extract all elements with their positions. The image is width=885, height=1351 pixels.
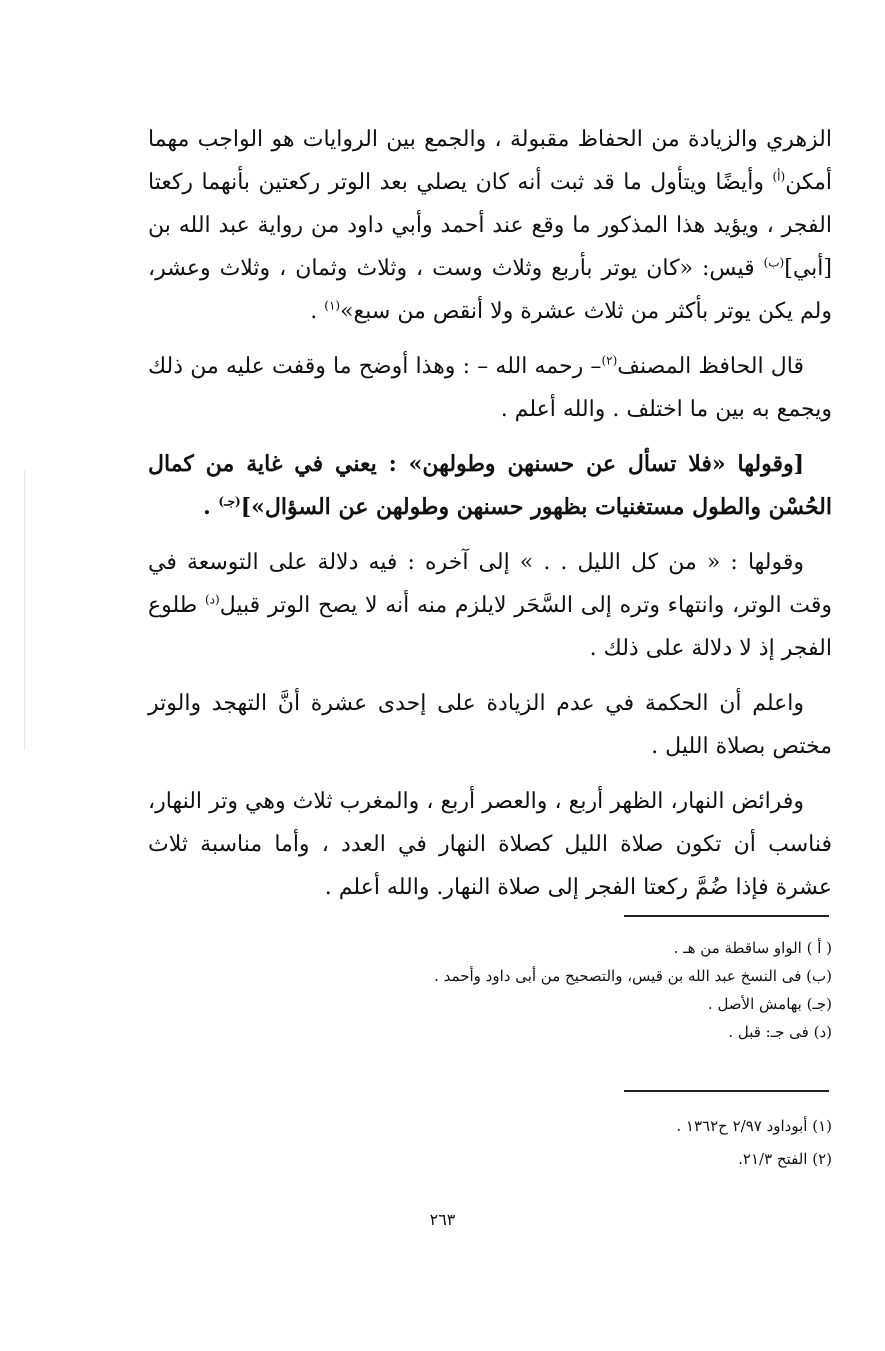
apparatus-notes (300, 934, 832, 1046)
page-number: ٢٦٣ (429, 1210, 456, 1229)
references-divider (624, 1090, 829, 1092)
apparatus-note: (د) فى جـ: قبل . (728, 1023, 832, 1041)
p1-end: . (310, 299, 325, 324)
p1-text-c: قيس: «كان يوتر بأربع وثلاث وست ، وثلاث وثمان ، وثلاث وعشر، ولم يكن يوتر بأكثر من ثلاث عشرة ولا أنقص من سبع» (148, 256, 832, 324)
apparatus-note: ( أ ) الواو ساقطة من هـ . (673, 939, 832, 957)
note-marker-c: (جـ) (218, 494, 241, 509)
p6-text: وفرائض النهار، الظهر أربع ، والعصر أربع ، والمغرب ثلاث وهي وتر النهار، فناسب أن تكون صلاة الليل كصلاة النهار في العدد ، وأما مناسبة ثلاث عشرة فإذا ضُمَّ ركعتا الفجر إلى صلاة النهار. والله أعلم . (148, 789, 832, 900)
p2-text-a: قال الحافظ المصنف (617, 354, 804, 379)
paragraph-3 (148, 443, 832, 529)
paragraph-5 (148, 682, 832, 768)
apparatus-note: (جـ) بهامش الأصل . (707, 995, 832, 1013)
apparatus-divider (624, 915, 829, 917)
note-marker-a: (أ) (772, 169, 786, 184)
note-marker-d: (د) (204, 592, 220, 607)
apparatus-note: (ب) فى النسخ عبد الله بن قيس، والتصحيح من أبى داود وأحمد . (434, 967, 832, 985)
p2-text-b: – رحمه الله – : وهذا أوضح ما وقفت عليه من ذلك ويجمع به بين ما اختلف . والله أعلم . (148, 354, 832, 422)
reference-note: (٢) الفتح ٢١/٣. (738, 1150, 832, 1168)
p4-text-b: طلوع الفجر إذ لا دلالة على ذلك . (148, 593, 832, 661)
paragraph-2 (148, 345, 832, 431)
p1-text-b: وأيضًا ويتأول ما قد ثبت أنه كان يصلي بعد الوتر ركعتين بأنهما ركعتا الفجر ، ويؤيد هذا المذكور ما وقع عند أحمد وأبي داود من رواية عبد الله بن [أبي] (148, 170, 832, 281)
p1-text-a: الزهري والزيادة من الحفاظ مقبولة ، والجمع بين الروايات هو الواجب مهما أمكن (148, 127, 832, 195)
scan-edge-mark (24, 470, 25, 750)
reference-notes (300, 1110, 832, 1176)
paragraph-6 (148, 780, 832, 909)
reference-note: (١) أبوداود ٢/٩٧ ح١٣٦٢ . (676, 1117, 832, 1135)
note-marker-b: (ب) (763, 255, 785, 270)
p3-text: [وقولها «فلا تسأل عن حسنهن وطولهن» : يعني في غاية من كمال الحُسْن والطول مستغنيات بظهور حسنهن وطولهن عن السؤال»] (148, 451, 832, 520)
ref-marker-1: (١) (324, 298, 341, 313)
p5-text: واعلم أن الحكمة في عدم الزيادة على إحدى عشرة أنَّ التهجد والوتر مختص بصلاة الليل . (148, 691, 832, 759)
ref-marker-2: (٢) (601, 353, 618, 368)
p4-text-a: وقولها : « من كل الليل . . » إلى آخره : فيه دلالة على التوسعة في وقت الوتر، وانتهاء وتره إلى السَّحَر لايلزم منه أنه لا يصح الوتر قبيل (148, 550, 832, 618)
p3-end: . (203, 494, 219, 520)
paragraph-1 (148, 118, 832, 333)
main-text (148, 118, 832, 921)
paragraph-4 (148, 541, 832, 670)
